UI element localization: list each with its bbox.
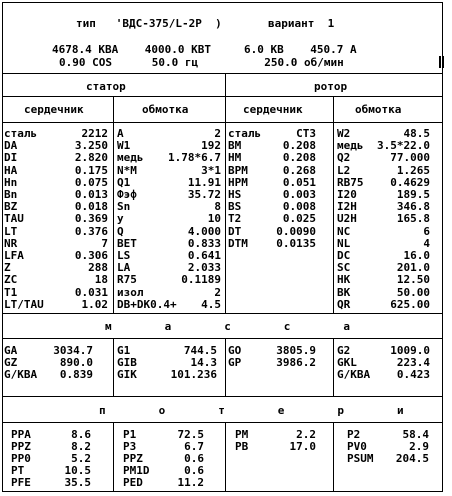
param-label: L2 xyxy=(337,163,351,177)
param-value: 7 xyxy=(101,236,108,250)
param-value: 3986.2 xyxy=(276,356,316,369)
param-value: 58.4 xyxy=(402,428,429,441)
param-value: 192 xyxy=(201,139,221,153)
param-label: N*M xyxy=(117,163,137,177)
param-value: 0.423 xyxy=(396,368,430,381)
param-label: P3 xyxy=(123,440,137,453)
param-value: 77.000 xyxy=(390,151,430,165)
param-value: 1.02 xyxy=(81,297,108,311)
param-value: 0.051 xyxy=(282,175,316,189)
param-label: R75 xyxy=(117,273,137,287)
param-label: DTM xyxy=(228,236,248,250)
param-value: 5.2 xyxy=(71,452,91,465)
param-value: 0.268 xyxy=(282,163,316,177)
param-label: HPM xyxy=(228,175,248,189)
param-value: 11.91 xyxy=(187,175,221,189)
stator-winding-heading: обмотка xyxy=(142,103,189,116)
param-label: Bn xyxy=(4,188,18,201)
param-value: 2.9 xyxy=(409,440,429,453)
param-value: 8.6 xyxy=(71,428,91,441)
param-value: 3.5*22.0 xyxy=(377,139,430,153)
divider xyxy=(225,73,226,313)
param-label: W2 xyxy=(337,127,351,140)
param-label: PM1D xyxy=(123,464,150,477)
param-label: DB+DK0.4+ xyxy=(117,297,177,311)
param-label: Hn xyxy=(4,175,18,189)
param-value: 0.175 xyxy=(74,163,108,177)
param-value: 16.0 xyxy=(403,249,430,262)
param-value: 12.50 xyxy=(396,273,430,287)
param-value: 0.075 xyxy=(74,175,108,189)
param-value: 223.4 xyxy=(396,356,430,369)
param-label: ZC xyxy=(4,273,18,287)
param-label: Z xyxy=(4,261,11,275)
param-value: 1.265 xyxy=(396,163,430,177)
divider xyxy=(3,122,442,123)
param-value: 0.018 xyxy=(74,200,108,214)
param-label: T2 xyxy=(228,212,242,226)
param-label: TAU xyxy=(4,212,24,226)
param-value: 0.208 xyxy=(282,151,316,165)
param-value: 2 xyxy=(214,127,221,140)
divider xyxy=(113,422,114,492)
param-label: HS xyxy=(228,188,242,201)
param-label: W1 xyxy=(117,139,131,153)
param-label: NL xyxy=(337,236,351,250)
divider xyxy=(3,396,442,397)
param-label: BET xyxy=(117,236,137,250)
param-label: I2H xyxy=(337,200,357,214)
param-label: GZ xyxy=(4,356,18,369)
param-label: U2H xyxy=(337,212,357,226)
divider xyxy=(3,73,442,74)
stator-heading: статор xyxy=(86,80,126,93)
param-label: LT xyxy=(4,224,18,238)
param-value: 890.0 xyxy=(59,356,93,369)
param-label: SC xyxy=(337,261,351,275)
param-value: 0.4629 xyxy=(390,175,430,189)
param-value: 0.839 xyxy=(59,368,93,381)
param-value: 1.78*6.7 xyxy=(168,151,221,165)
param-label: G/КВА xyxy=(337,368,371,381)
mass-heading: м а с с а xyxy=(105,320,351,333)
param-value: 0.369 xyxy=(74,212,108,226)
param-label: LS xyxy=(117,249,131,262)
rotor-core-heading: сердечник xyxy=(243,103,303,116)
divider xyxy=(113,96,114,313)
frequency-line: 0.90 COS 50.0 гц 250.0 об/мин xyxy=(59,56,344,69)
param-value: 6.7 xyxy=(184,440,204,453)
param-label: BM xyxy=(228,139,242,153)
param-value: 0.013 xyxy=(74,188,108,201)
param-label: P2 xyxy=(347,428,361,441)
param-label: сталь xyxy=(4,127,38,140)
param-value: 17.0 xyxy=(289,440,316,453)
param-label: GP xyxy=(228,356,242,369)
param-label: PPZ xyxy=(11,440,31,453)
param-label: BZ xyxy=(4,200,18,214)
param-label: T1 xyxy=(4,285,18,299)
param-value: CT3 xyxy=(296,127,316,140)
param-value: 0.0135 xyxy=(276,236,316,250)
param-label: Q xyxy=(117,224,124,238)
divider xyxy=(333,338,334,396)
param-label: RB75 xyxy=(337,175,364,189)
param-label: GIK xyxy=(117,368,137,381)
divider xyxy=(3,96,442,97)
param-value: 0.833 xyxy=(187,236,221,250)
param-label: HA xyxy=(4,163,18,177)
param-value: 625.00 xyxy=(390,297,430,311)
param-label: HK xyxy=(337,273,351,287)
param-label: A xyxy=(117,127,124,140)
param-label: G1 xyxy=(117,344,131,357)
param-value: 3034.7 xyxy=(53,344,93,357)
param-label: Фэф xyxy=(117,188,137,201)
divider xyxy=(225,422,226,492)
param-label: PT xyxy=(11,464,25,477)
param-label: DA xyxy=(4,139,18,153)
param-value: 0.025 xyxy=(282,212,316,226)
divider xyxy=(3,313,442,314)
param-label: BPM xyxy=(228,163,248,177)
param-label: PV0 xyxy=(347,440,367,453)
param-value: 50.00 xyxy=(396,285,430,299)
param-value: 10.5 xyxy=(64,464,91,477)
param-value: 72.5 xyxy=(177,428,204,441)
divider xyxy=(333,96,334,313)
divider xyxy=(3,422,442,423)
param-label: LT/TAU xyxy=(4,297,44,311)
param-value: 744.5 xyxy=(183,344,217,357)
param-value: 2.033 xyxy=(187,261,221,275)
param-label: G/КВА xyxy=(4,368,38,381)
param-value: 0.1189 xyxy=(181,273,221,287)
param-label: DT xyxy=(228,224,242,238)
param-label: PPZ xyxy=(123,452,143,465)
param-value: 3*1 xyxy=(201,163,221,177)
param-label: PED xyxy=(123,476,143,489)
param-value: 48.5 xyxy=(403,127,430,140)
param-value: 0.6 xyxy=(184,452,204,465)
param-label: y xyxy=(117,212,124,226)
param-value: 0.376 xyxy=(74,224,108,238)
param-value: 1009.0 xyxy=(390,344,430,357)
rating-line: 4678.4 КВА 4000.0 КВТ 6.0 КВ 450.7 А xyxy=(52,43,357,56)
param-label: LFA xyxy=(4,249,24,262)
param-value: 0.0090 xyxy=(276,224,316,238)
param-value: 0.6 xyxy=(184,464,204,477)
divider xyxy=(333,422,334,492)
param-label: DC xyxy=(337,249,351,262)
param-value: 288 xyxy=(88,261,108,275)
param-value: 11.2 xyxy=(177,476,204,489)
param-label: медь xyxy=(337,139,364,153)
param-label: NR xyxy=(4,236,18,250)
param-label: PM xyxy=(235,428,249,441)
param-label: GIB xyxy=(117,356,137,369)
param-value: 0.003 xyxy=(282,188,316,201)
param-value: 4.5 xyxy=(201,297,221,311)
param-value: 0.208 xyxy=(282,139,316,153)
param-value: 18 xyxy=(94,273,108,287)
param-value: 2 xyxy=(214,285,221,299)
param-label: BS xyxy=(228,200,242,214)
stator-core-heading: сердечник xyxy=(24,103,84,116)
param-value: 0.641 xyxy=(187,249,221,262)
param-label: PSUM xyxy=(347,452,374,465)
param-label: I20 xyxy=(337,188,357,201)
param-label: LA xyxy=(117,261,131,275)
param-value: 35.72 xyxy=(187,188,221,201)
param-value: 4 xyxy=(423,236,430,250)
param-value: 204.5 xyxy=(395,452,429,465)
param-value: 0.008 xyxy=(282,200,316,214)
param-value: 8 xyxy=(214,200,221,214)
param-value: 165.8 xyxy=(396,212,430,226)
param-value: 14.3 xyxy=(190,356,217,369)
param-label: QR xyxy=(337,297,351,311)
param-label: PB xyxy=(235,440,249,453)
param-value: 35.5 xyxy=(64,476,91,489)
param-label: BK xyxy=(337,285,351,299)
divider xyxy=(3,338,442,339)
param-label: Sn xyxy=(117,200,131,214)
param-label: Q1 xyxy=(117,175,131,189)
param-value: 3.250 xyxy=(74,139,108,153)
param-label: PFE xyxy=(11,476,31,489)
param-label: DI xyxy=(4,151,18,165)
param-value: 0.306 xyxy=(74,249,108,262)
rotor-heading: ротор xyxy=(314,80,348,93)
param-value: 2212 xyxy=(81,127,108,140)
rotor-winding-heading: обмотка xyxy=(355,103,402,116)
param-label: Q2 xyxy=(337,151,351,165)
param-value: 4.000 xyxy=(187,224,221,238)
param-label: GKL xyxy=(337,356,357,369)
param-value: 346.8 xyxy=(396,200,430,214)
param-value: 189.5 xyxy=(396,188,430,201)
param-value: 2.820 xyxy=(74,151,108,165)
param-value: 201.0 xyxy=(396,261,430,275)
param-label: PPA xyxy=(11,428,31,441)
param-value: 101.236 xyxy=(170,368,217,381)
param-value: 6 xyxy=(423,224,430,238)
param-label: NC xyxy=(337,224,351,238)
param-label: PP0 xyxy=(11,452,31,465)
param-label: сталь xyxy=(228,127,262,140)
param-value: 8.2 xyxy=(71,440,91,453)
param-value: 2.2 xyxy=(296,428,316,441)
machine-type-line: тип 'ВДС-375/L-2P ) вариант 1 xyxy=(76,17,335,30)
param-label: изол xyxy=(117,285,144,299)
divider xyxy=(225,338,226,396)
param-label: GA xyxy=(4,344,18,357)
param-value: 10 xyxy=(207,212,221,226)
losses-heading: п о т е р и xyxy=(99,404,404,417)
param-label: медь xyxy=(117,151,144,165)
param-value: 3805.9 xyxy=(276,344,316,357)
param-label: HM xyxy=(228,151,242,165)
param-value: 0.031 xyxy=(74,285,108,299)
param-label: P1 xyxy=(123,428,137,441)
param-label: GO xyxy=(228,344,242,357)
divider xyxy=(113,338,114,396)
scroll-indicator xyxy=(439,56,444,68)
param-label: G2 xyxy=(337,344,351,357)
